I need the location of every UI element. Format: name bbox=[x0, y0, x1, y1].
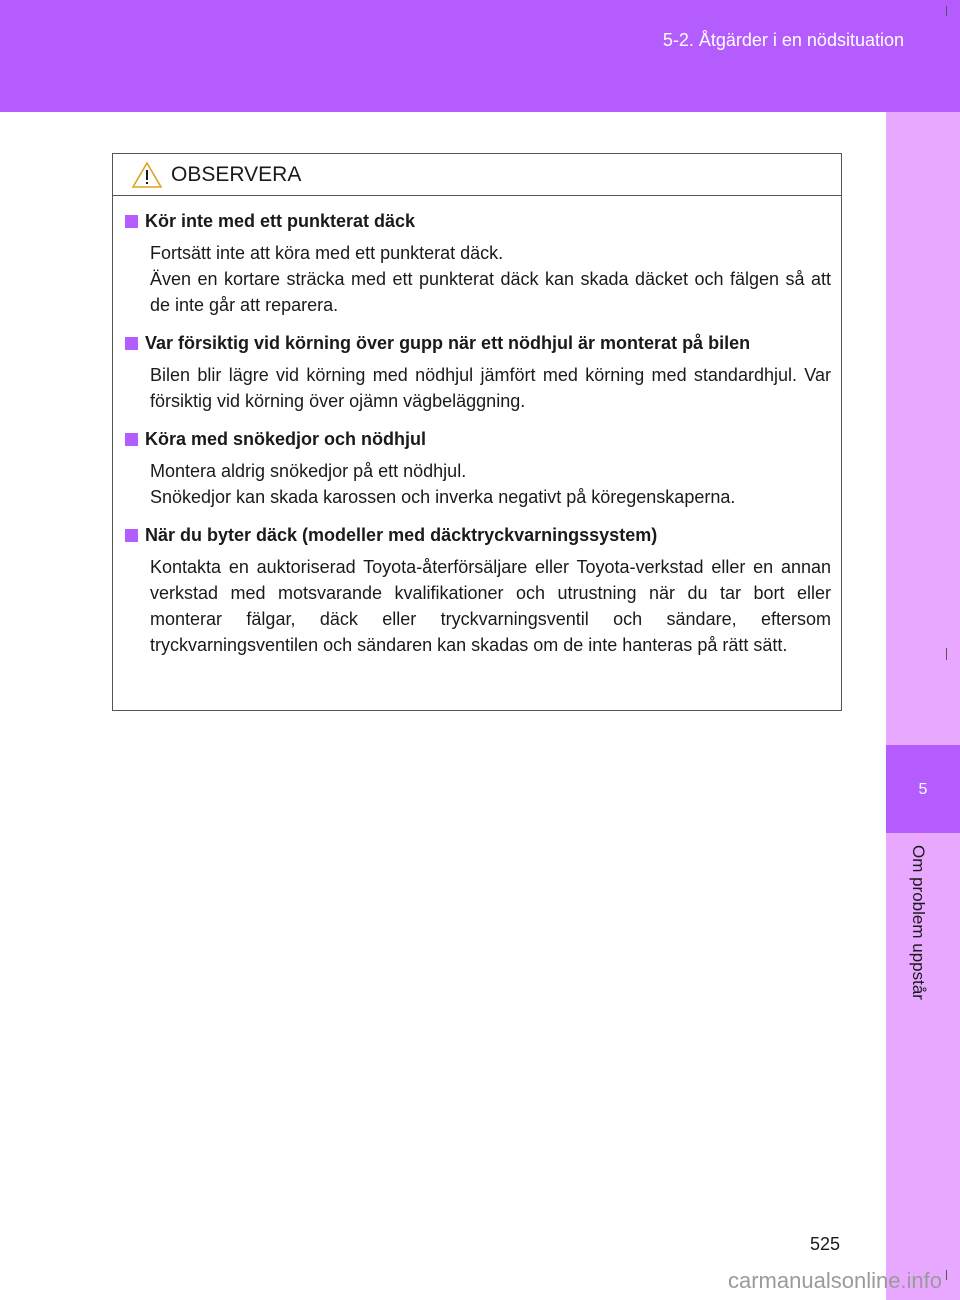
crop-mark bbox=[946, 1270, 947, 1280]
chapter-header bbox=[0, 0, 960, 112]
bullet-square-icon bbox=[125, 215, 138, 228]
watermark: carmanualsonline.info bbox=[728, 1268, 943, 1293]
section-heading: När du byter däck (modeller med däcktryckvarningssystem) bbox=[145, 525, 658, 545]
side-tab-strip bbox=[886, 112, 960, 1300]
section-title: 5-2. Åtgärder i en nödsituation bbox=[662, 30, 904, 50]
chapter-number: 5 bbox=[918, 781, 928, 798]
bullet-square-icon bbox=[125, 433, 138, 446]
caution-body bbox=[113, 196, 841, 658]
caution-header bbox=[113, 154, 841, 196]
caution-section bbox=[125, 426, 831, 510]
section-heading: Var försiktig vid körning över gupp när ett nödhjul är monterat på bilen bbox=[145, 333, 751, 353]
crop-mark bbox=[946, 648, 947, 660]
section-paragraph: Fortsätt inte att köra med ett punkterat däck. bbox=[150, 243, 504, 263]
section-heading: Köra med snökedjor och nödhjul bbox=[145, 429, 427, 449]
caution-section bbox=[125, 208, 831, 318]
bullet-square-icon bbox=[125, 529, 138, 542]
crop-mark bbox=[946, 6, 947, 16]
section-paragraph: Montera aldrig snökedjor på ett nödhjul. bbox=[150, 461, 467, 481]
chapter-tab[interactable] bbox=[886, 745, 960, 833]
warning-triangle-icon bbox=[132, 162, 162, 188]
caution-section bbox=[125, 330, 831, 414]
section-paragraph: Även en kortare sträcka med ett punkterat däck kan skada däcket och fälgen så att de inte går att reparera. bbox=[150, 269, 831, 315]
section-paragraph: Bilen blir lägre vid körning med nödhjul jämfört med körning med standardhjul. Var försiktig vid körning över ojämn vägbeläggning. bbox=[150, 365, 831, 411]
section-paragraph: Kontakta en auktoriserad Toyota-återförsäljare eller Toyota-verkstad eller en annan verkstad med motsvarande kvalifikationer och utrustning när du tar bort eller monterar fälgar, däck eller tryckvarningsventil och sändare, eftersom tryckvarningsventilen och sändaren kan skadas om de inte hanteras på rätt sätt. bbox=[150, 557, 831, 655]
caution-section bbox=[125, 522, 831, 658]
caution-box bbox=[112, 153, 842, 711]
chapter-label: Om problem uppstår bbox=[909, 845, 928, 1000]
bullet-square-icon bbox=[125, 337, 138, 350]
caution-title: OBSERVERA bbox=[171, 163, 302, 186]
section-paragraph: Snökedjor kan skada karossen och inverka negativt på köregenskaperna. bbox=[150, 487, 736, 507]
section-heading: Kör inte med ett punkterat däck bbox=[145, 211, 416, 231]
page-number: 525 bbox=[810, 1234, 841, 1254]
